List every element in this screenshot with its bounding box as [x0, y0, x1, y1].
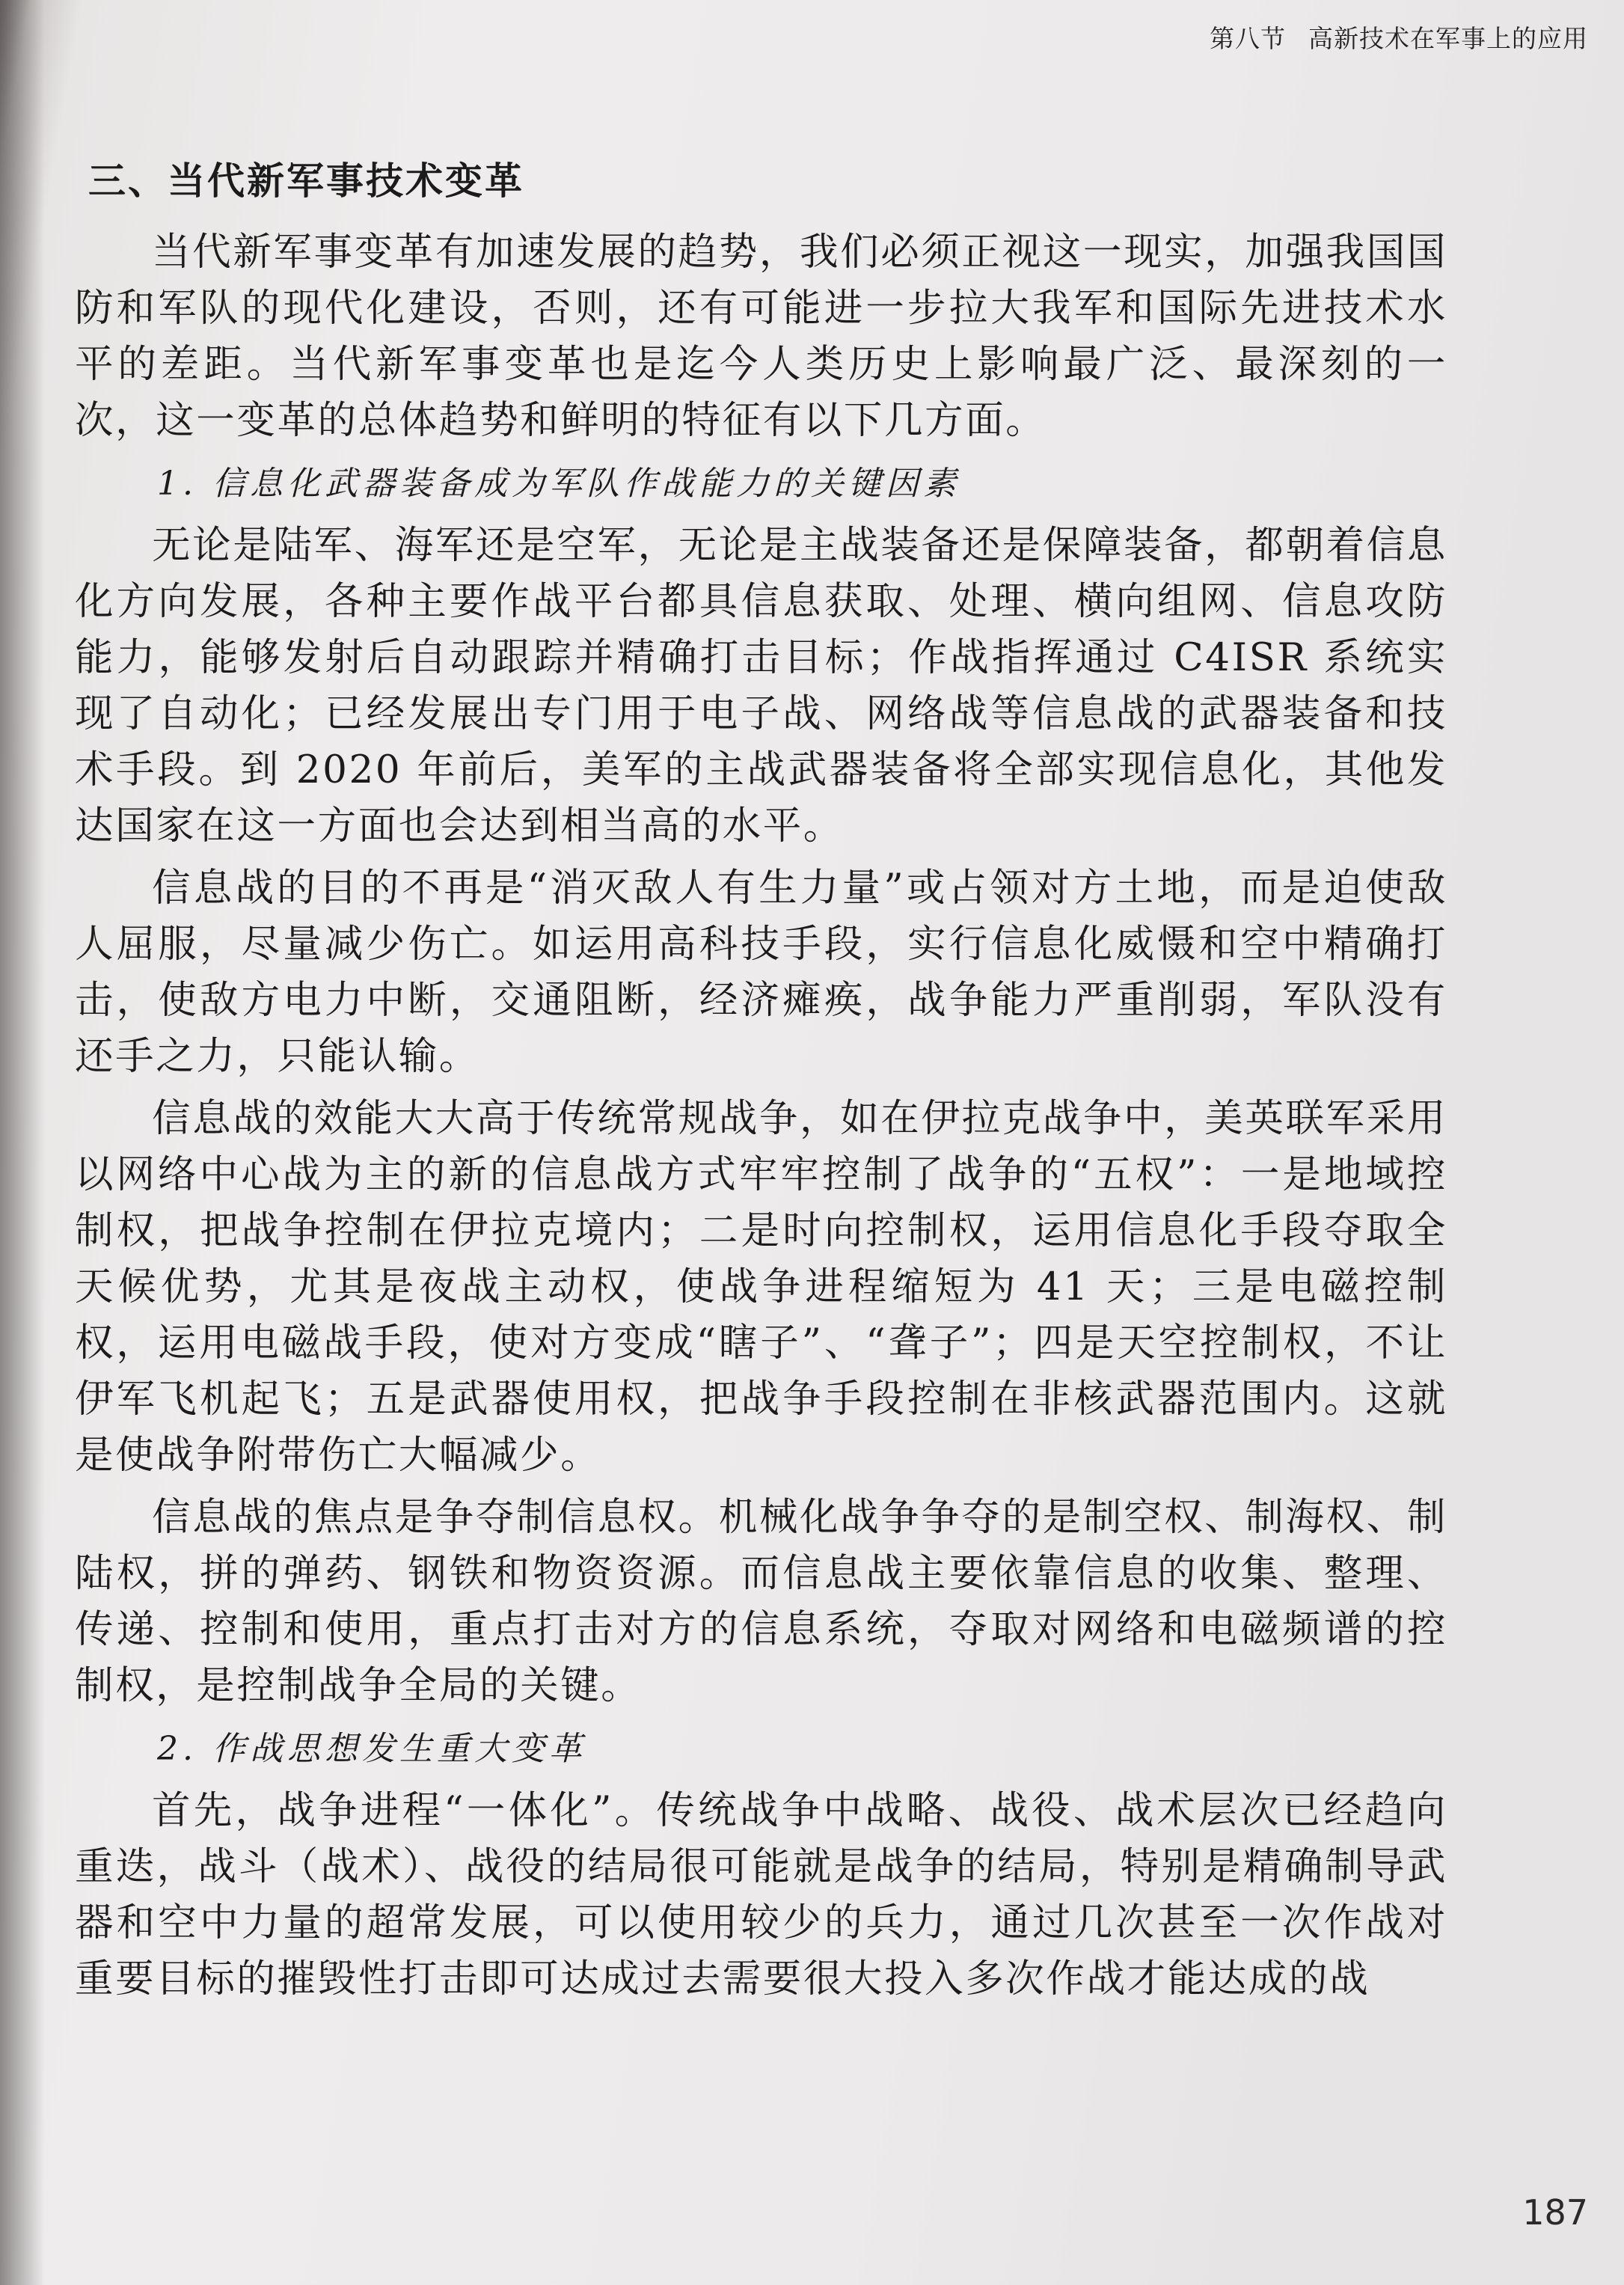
paragraph-1-3: 信息战的效能大大高于传统常规战争，如在伊拉克战争中，美英联军采用以网络中心战为主的新的信息战方式牢牢控制了战争的“五权”：一是地域控制权，把战争控制在伊拉克境内；二是时向控制权，运用信息化手段夺取全天候优势，尤其是夜战主动权，使战争进程缩短为 41 天；三是电磁控制权，运用电磁战手段，使对方变成“瞎子”、“聋子”；四是天空控制权，不让伊军飞机起飞；五是武器使用权，把战争手段控制在非核武器范围内。这就是使战争附带伤亡大幅减少。 [75, 1096, 1447, 1478]
paragraph-2-1: 首先，战争进程“一体化”。传统战争中战略、战役、战术层次已经趋向重迭，战斗（战术）、战役的结局很可能就是战争的结局，特别是精确制导武器和空中力量的超常发展，可以使用较少的兵力，通过几次甚至一次作战对重要目标的摧毁性打击即可达成过去需要很大投入多次作战才能达成的战 [75, 1788, 1447, 2001]
header-section-label: 第八节 [1210, 24, 1286, 53]
subheading-1: 1. 信息化武器装备成为军队作战能力的关键因素 [157, 465, 960, 503]
page-body [75, 153, 1447, 2013]
paragraph-1-4: 信息战的焦点是争夺制信息权。机械化战争争夺的是制空权、制海权、制陆权，拼的弹药、钢铁和物资资源。而信息战主要依靠信息的收集、整理、传递、控制和使用，重点打击对方的信息系统，夺取对网络和电磁频谱的控制权，是控制战争全局的关键。 [75, 1495, 1447, 1708]
intro-paragraph: 当代新军事变革有加速发展的趋势，我们必须正视这一现实，加强我国国防和军队的现代化建设，否则，还有可能进一步拉大我军和国际先进技术水平的差距。当代新军事变革也是迄今人类历史上影响最广泛、最深刻的一次，这一变革的总体趋势和鲜明的特征有以下几方面。 [75, 230, 1447, 443]
subheading-2: 2. 作战思想发生重大变革 [157, 1730, 586, 1768]
running-header [1187, 19, 1588, 55]
paragraph-1-1: 无论是陆军、海军还是空军，无论是主战装备还是保障装备，都朝着信息化方向发展，各种主要作战平台都具信息获取、处理、横向组网、信息攻防能力，能够发射后自动跟踪并精确打击目标；作战指挥通过 C4ISR 系统实现了自动化；已经发展出专门用于电子战、网络战等信息战的武器装备和技术手段。到 2020 年前后，美军的主战武器装备将全部实现信息化，其他发达国家在这一方面也会达到相当高的水平。 [75, 523, 1447, 848]
page-binding-shadow [0, 0, 45, 2285]
header-chapter-title: 高新技术在军事上的应用 [1308, 24, 1588, 53]
paragraph-1-2: 信息战的目的不再是“消灭敌人有生力量”或占领对方土地，而是迫使敌人屈服，尽量减少伤亡。如运用高科技手段，实行信息化威慑和空中精确打击，使敌方电力中断，交通阻断，经济瘫痪，战争能力严重削弱，军队没有还手之力，只能认输。 [75, 866, 1447, 1079]
page-number: 187 [1522, 2192, 1588, 2233]
section-heading: 三、当代新军事技术变革 [88, 159, 524, 203]
